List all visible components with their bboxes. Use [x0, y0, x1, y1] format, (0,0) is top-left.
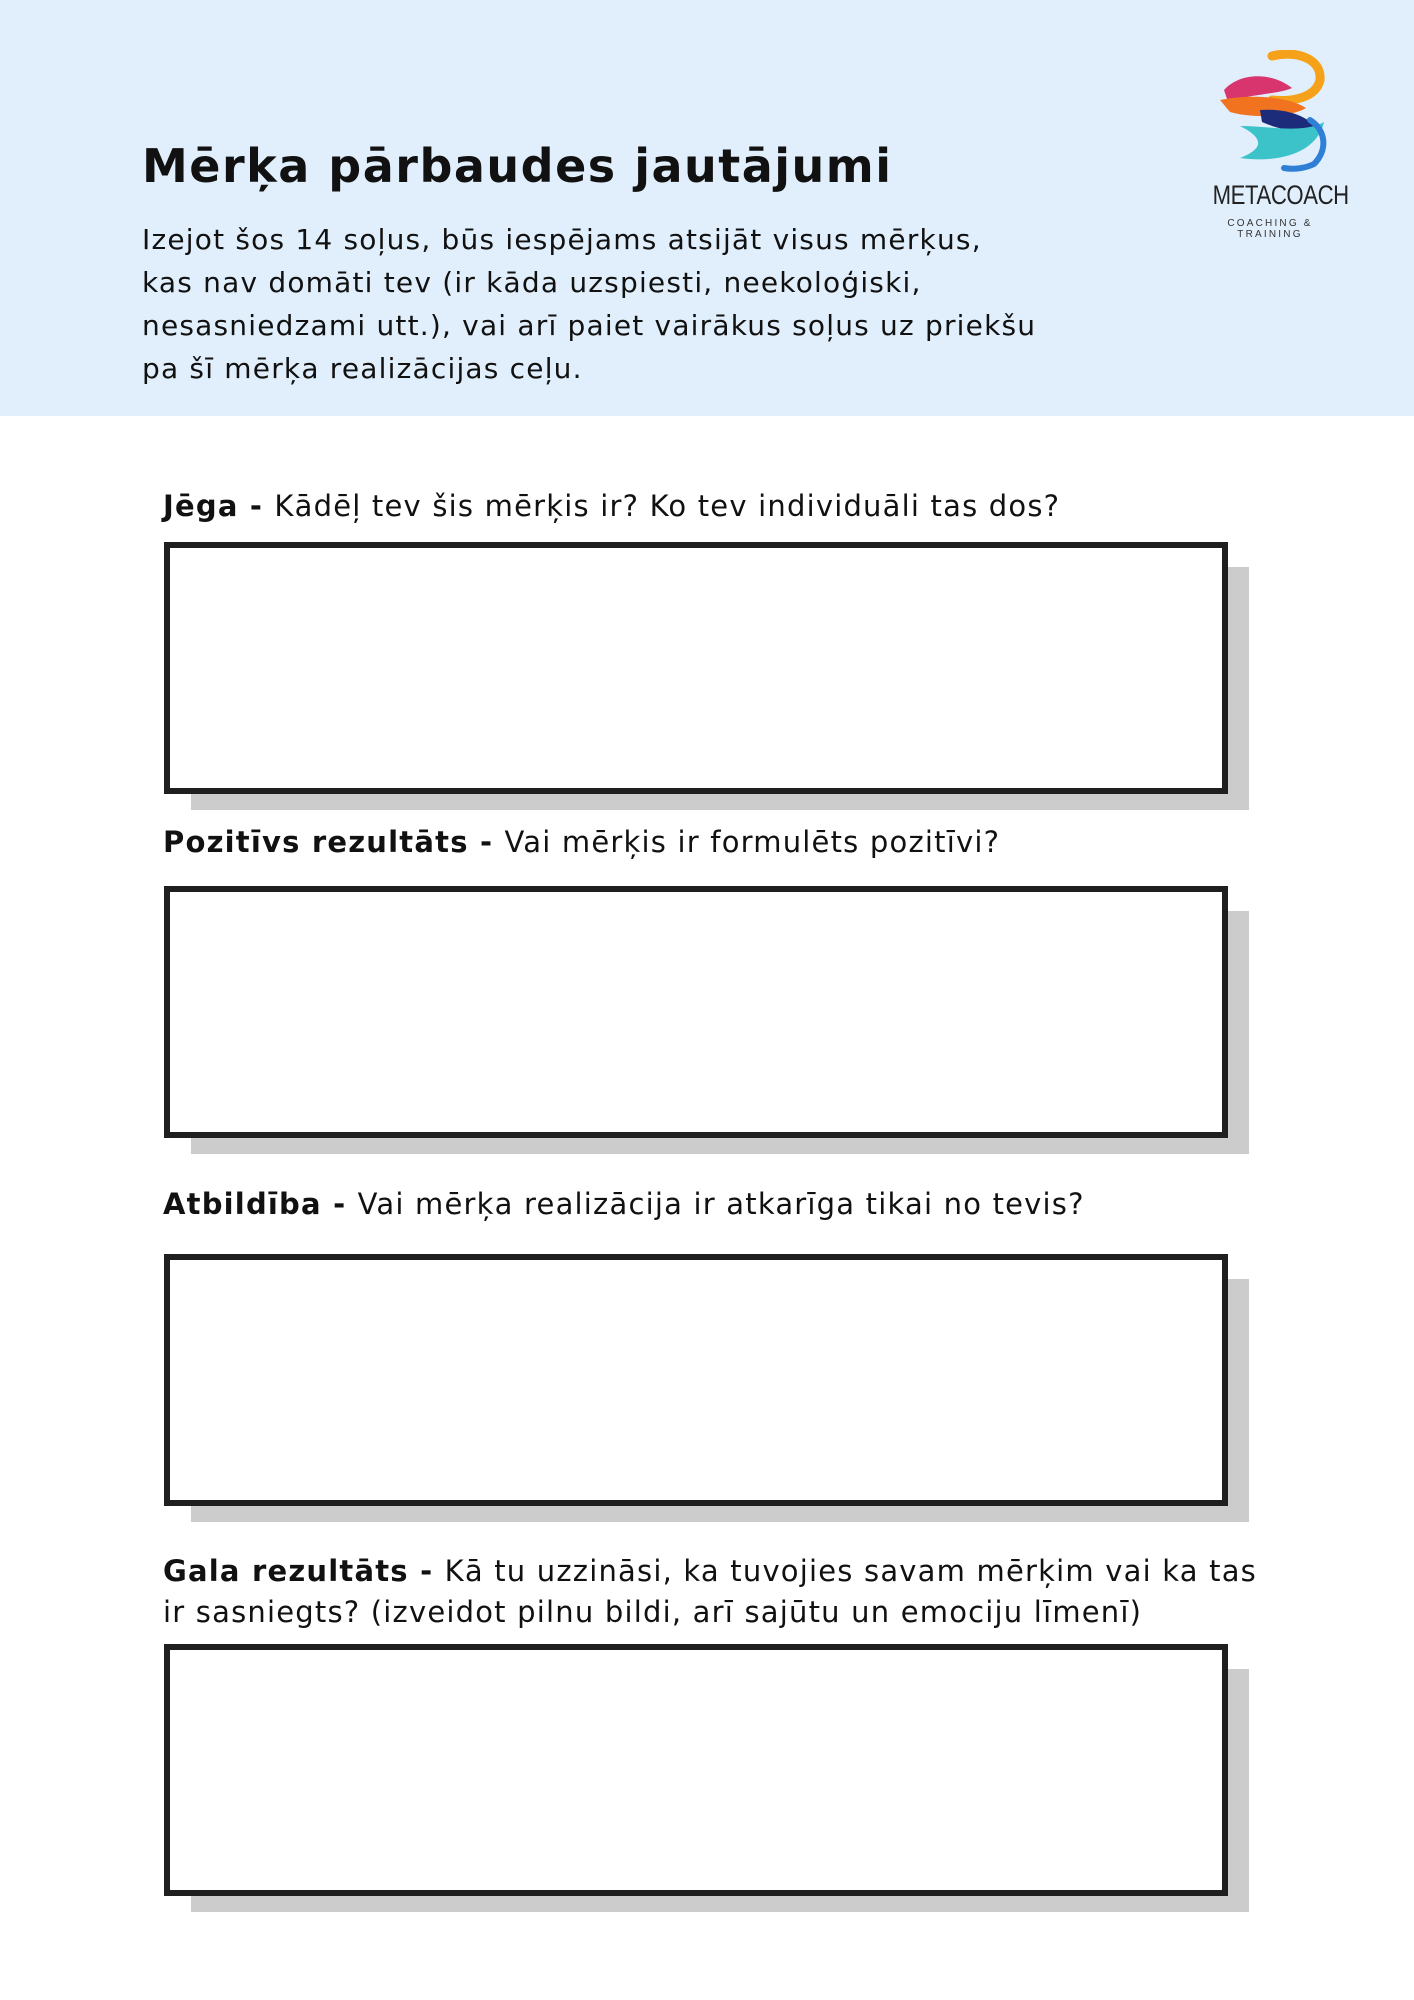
answer-box-responsibility-wrap	[164, 1254, 1228, 1502]
intro-line: pa šī mērķa realizācijas ceļu.	[142, 352, 583, 385]
answer-box-meaning[interactable]	[164, 542, 1228, 794]
answer-box-end-result[interactable]	[164, 1644, 1228, 1896]
question-text: Vai mērķis ir formulēts pozitīvi?	[504, 825, 1001, 859]
question-positive-result	[163, 822, 1000, 863]
question-label: Pozitīvs rezultāts -	[163, 825, 505, 859]
answer-box-meaning-wrap	[164, 542, 1228, 790]
answer-box-positive-result[interactable]	[164, 886, 1228, 1138]
question-meaning	[163, 486, 1060, 527]
intro-line: nesasniedzami utt.), vai arī paiet vairākus soļus uz priekšu	[142, 309, 1037, 342]
question-text-line2: ir sasniegts? (izveidot pilnu bildi, arī sajūtu un emociju līmenī)	[163, 1595, 1143, 1629]
logo-tagline: COACHING & TRAINING	[1227, 218, 1313, 240]
intro-text	[142, 218, 1036, 390]
question-label: Jēga -	[163, 489, 275, 523]
question-end-result	[163, 1551, 1257, 1633]
page-title: Mērķa pārbaudes jautājumi	[142, 139, 893, 193]
answer-box-positive-result-wrap	[164, 886, 1228, 1134]
answer-box-responsibility[interactable]	[164, 1254, 1228, 1506]
intro-line: kas nav domāti tev (ir kāda uzspiesti, neekoloģiski,	[142, 266, 922, 299]
intro-line: Izejot šos 14 soļus, būs iespējams atsijāt visus mērķus,	[142, 223, 982, 256]
swirl-logo-icon	[1210, 50, 1340, 180]
question-label: Atbildība -	[163, 1187, 358, 1221]
logo-wordmark: METACOACH	[1212, 180, 1349, 210]
question-text: Kā tu uzzināsi, ka tuvojies savam mērķim vai ka tas	[444, 1554, 1257, 1588]
header-band	[0, 0, 1414, 416]
question-responsibility	[163, 1184, 1085, 1225]
question-text: Kādēļ tev šis mērķis ir? Ko tev individuāli tas dos?	[274, 489, 1061, 523]
metacoach-logo	[1200, 50, 1349, 240]
question-text: Vai mērķa realizācija ir atkarīga tikai no tevis?	[357, 1187, 1085, 1221]
question-label: Gala rezultāts -	[163, 1554, 445, 1588]
answer-box-end-result-wrap	[164, 1644, 1228, 1892]
